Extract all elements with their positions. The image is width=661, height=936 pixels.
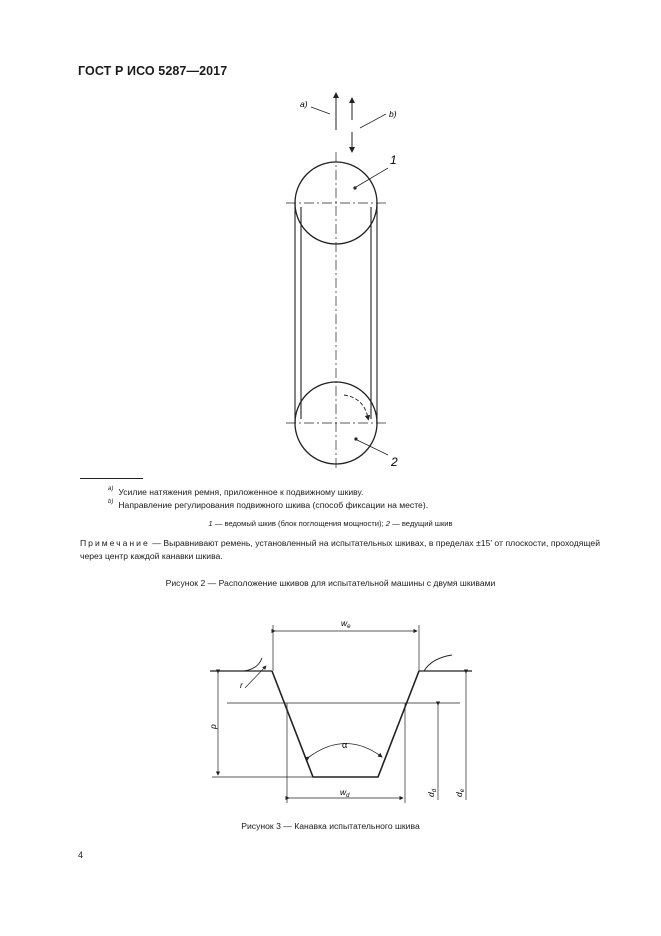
callout-1: 1	[390, 153, 397, 167]
label-p: p	[208, 724, 218, 729]
callout-2: 2	[391, 455, 398, 469]
rotation-arrow	[344, 395, 368, 418]
label-wd: $w_d$	[340, 787, 350, 799]
label-a: a)	[300, 99, 308, 109]
label-r: r	[240, 680, 243, 690]
document-header: ГОСТ Р ИСО 5287—2017	[78, 64, 228, 78]
footnote-rule	[80, 478, 143, 479]
groove-profile	[272, 671, 419, 777]
footnote-b: $^{b)}$ Направление регулирования подвижного шкива (способ фиксации на месте).	[108, 499, 429, 510]
label-dd: $d_d$	[426, 788, 438, 797]
label-de: $d_e$	[454, 788, 466, 797]
label-b: b)	[389, 109, 397, 119]
figure-2-caption: Рисунок 2 — Расположение шкивов для испытательной машины с двумя шкивами	[165, 578, 496, 588]
note-paragraph: Примечание — Выравнивают ремень, установленный на испытательных шкивах, в пределах ±15′ от плоскости, проходящей через центр каждой канавки шкива.	[80, 538, 600, 561]
note-label: Примечание	[80, 538, 150, 548]
figure-legend: 1 — ведомый шкив (блок поглощения мощности); 2 — ведущий шкив	[208, 519, 453, 528]
page-number: 4	[78, 850, 84, 860]
figure-3-caption: Рисунок 3 — Канавка испытательного шкива	[241, 821, 420, 831]
footnote-a: $^{a)}$ Усилие натяжения ремня, приложенное к подвижному шкиву.	[108, 486, 364, 497]
figure-2-pulley-diagram	[260, 88, 440, 480]
label-we: $w_e$	[341, 618, 351, 630]
figure-3-groove-diagram	[205, 612, 485, 812]
label-alpha: α	[342, 740, 348, 750]
